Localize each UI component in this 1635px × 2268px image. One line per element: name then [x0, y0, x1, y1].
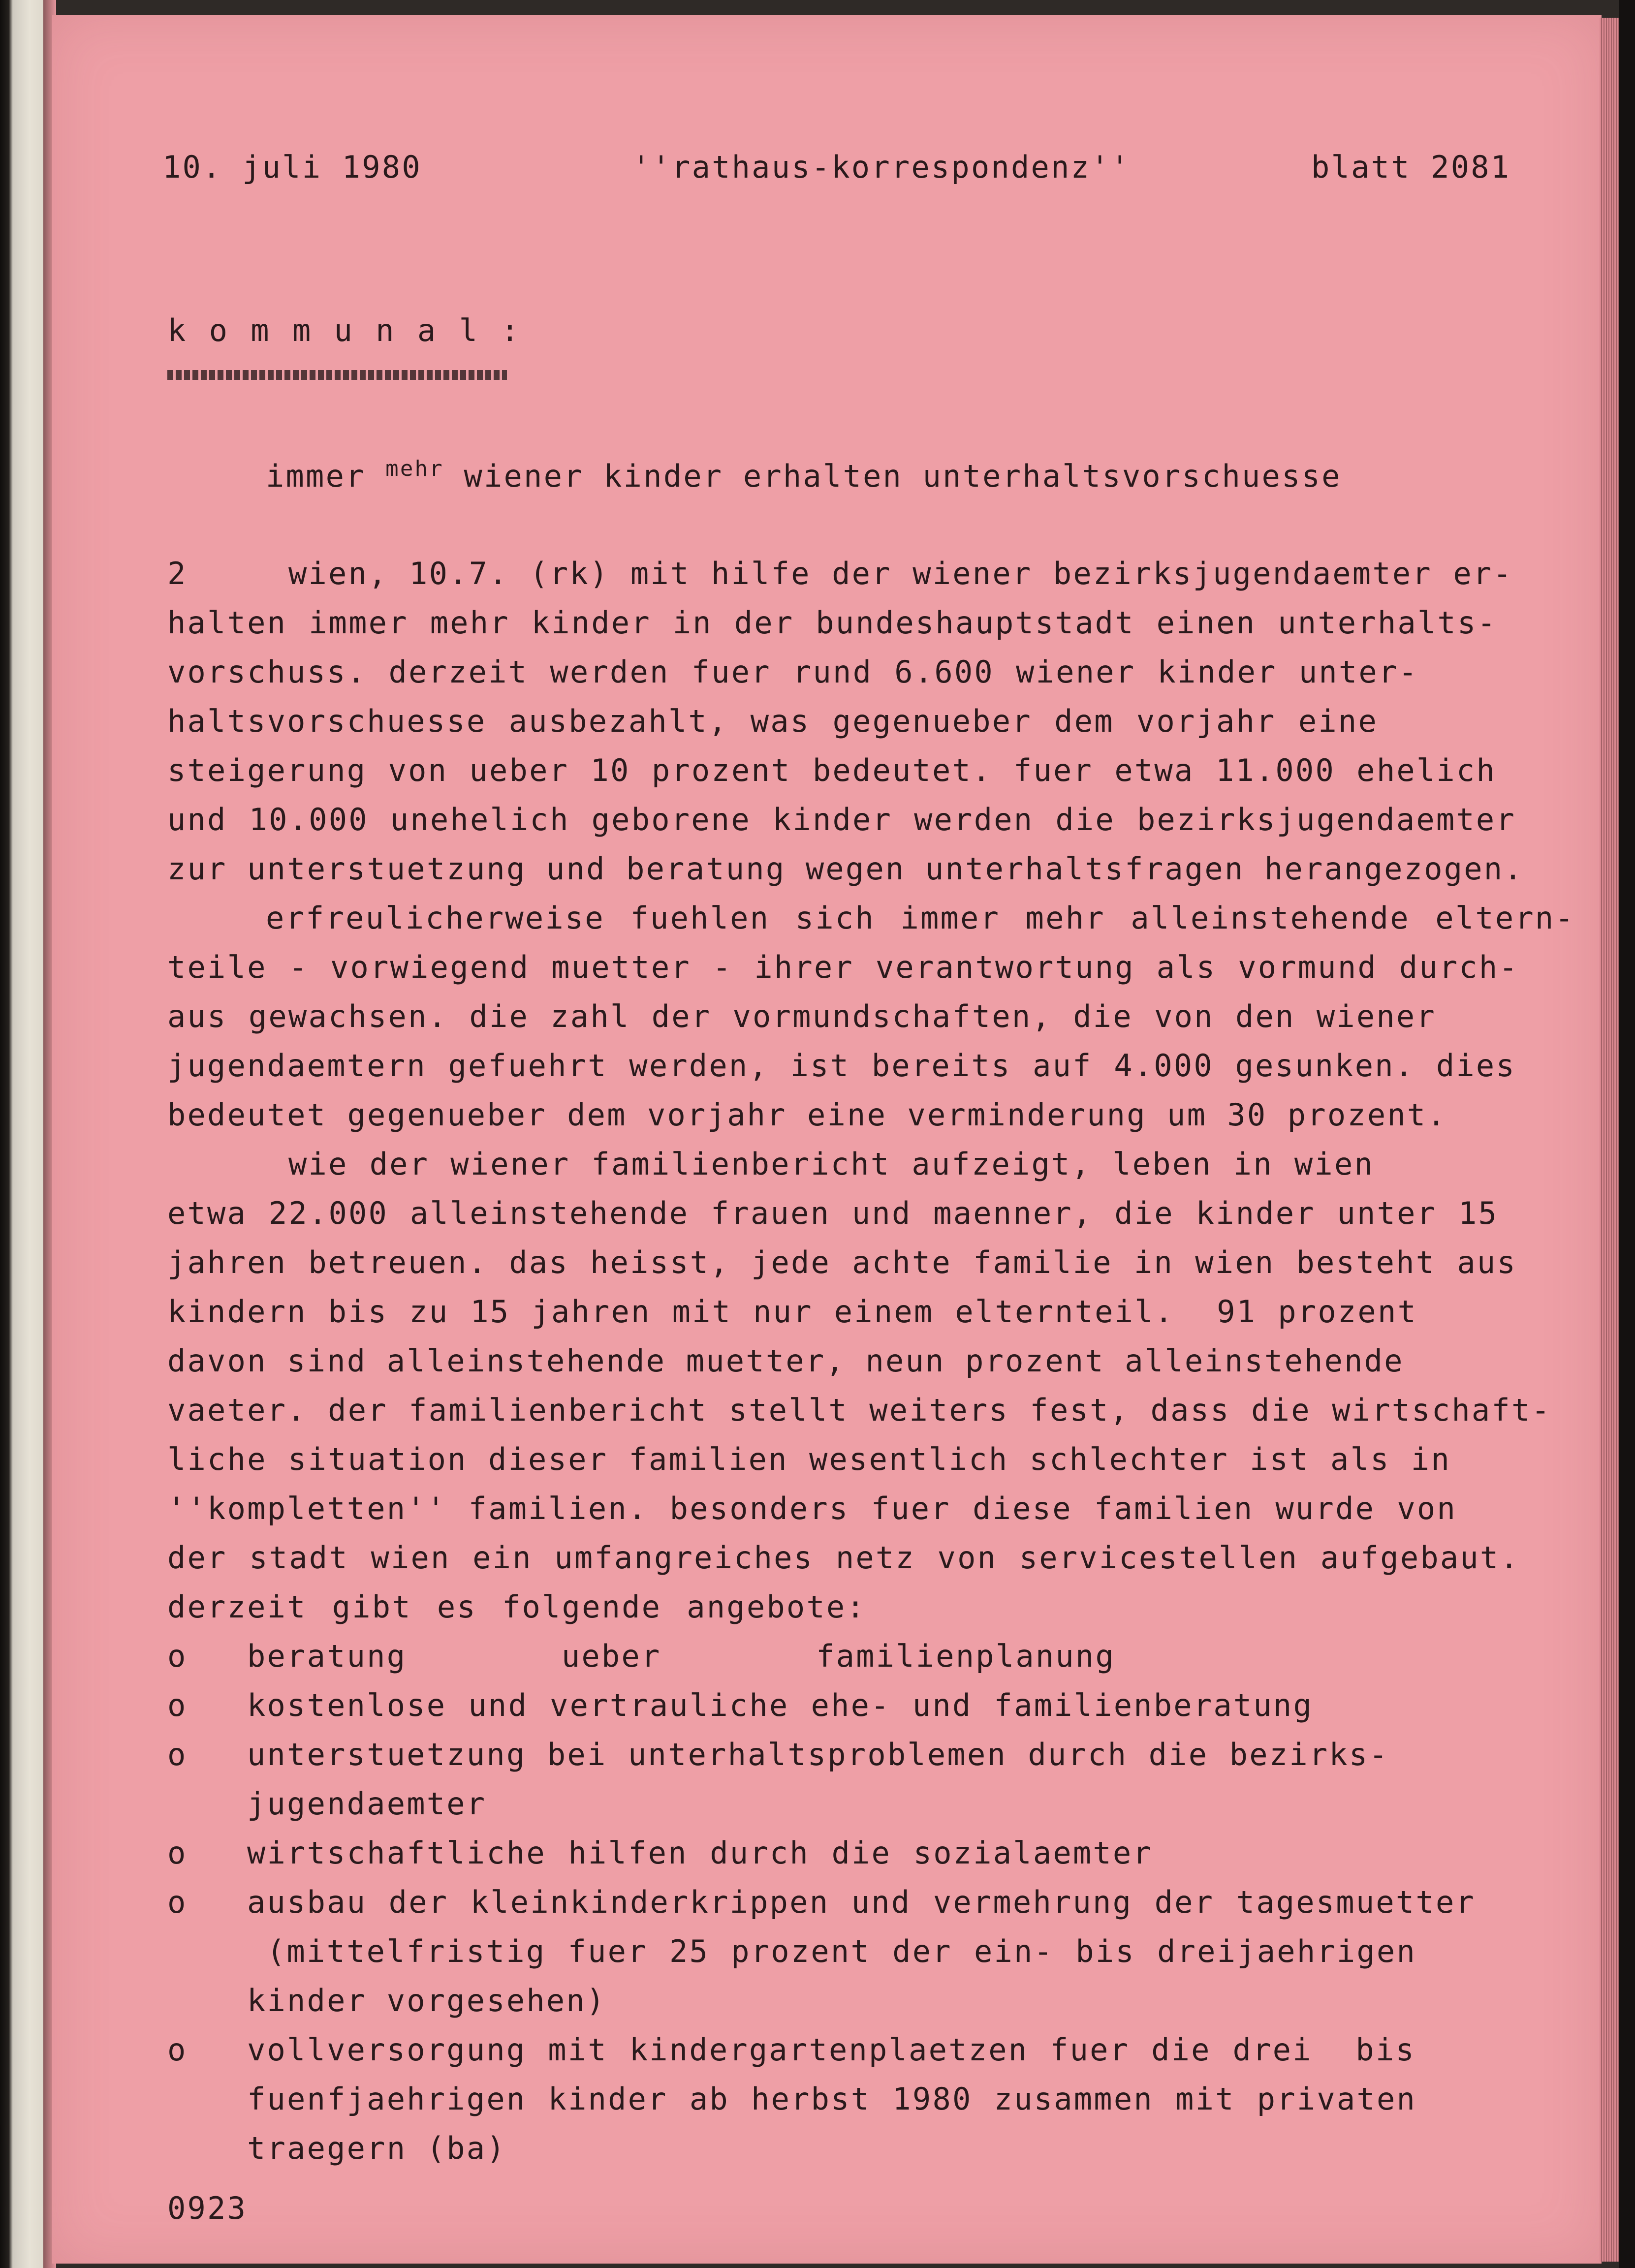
body-line: vaeter. der familienbericht stellt weiters fest, dass die wirtschaft- — [167, 1392, 1551, 1428]
list-item-continuation: (mittelfristig fuer 25 prozent der ein- bis dreijaehrigen — [267, 1933, 1416, 1969]
facing-page-edge — [0, 0, 45, 2268]
list-bullet: o — [167, 1638, 186, 1674]
list-item: wirtschaftliche hilfen durch die sozialaemter — [247, 1835, 1153, 1871]
body-line: erfreulicherweise fuehlen sich immer mehr alleinstehende eltern- — [266, 900, 1575, 936]
list-bullet: o — [167, 1737, 186, 1772]
list-item-continuation: fuenfjaehrigen kinder ab herbst 1980 zusammen mit privaten — [247, 2081, 1416, 2117]
body-line: jahren betreuen. das heisst, jede achte familie in wien besteht aus — [167, 1244, 1517, 1280]
section-double-rule — [167, 370, 507, 380]
list-item-continuation: traegern (ba) — [247, 2130, 506, 2166]
list-item: ausbau der kleinkinderkrippen und vermehrung der tagesmuetter — [247, 1884, 1476, 1920]
body-line: wien, 10.7. (rk) mit hilfe der wiener bezirksjugendaemter er- — [288, 556, 1513, 591]
header-sheet-number: blatt 2081 — [1311, 149, 1511, 185]
body-line: jugendaemtern gefuehrt werden, ist bereits auf 4.000 gesunken. dies — [167, 1048, 1516, 1084]
header-date: 10. juli 1980 — [162, 149, 422, 185]
item-number: 2 — [167, 556, 188, 591]
page-stack-edge — [1600, 18, 1619, 2262]
body-line: wie der wiener familienbericht aufzeigt, leben in wien — [288, 1146, 1374, 1182]
list-item: kostenlose und vertrauliche ehe- und familienberatung — [247, 1687, 1313, 1723]
press-release-sheet — [52, 15, 1602, 2264]
headline-superscript: mehr — [385, 456, 444, 481]
header-publication: ''rathaus-korrespondenz'' — [632, 149, 1131, 185]
list-bullet: o — [167, 1687, 186, 1723]
list-bullet: o — [167, 1835, 186, 1871]
body-line: haltsvorschuesse ausbezahlt, was gegenueber dem vorjahr eine — [167, 703, 1378, 739]
body-line: derzeit gibt es folgende angebote: — [167, 1589, 866, 1625]
article-headline — [266, 457, 1342, 499]
body-line: kindern bis zu 15 jahren mit nur einem elternteil. 91 prozent — [167, 1294, 1417, 1330]
list-item: vollversorgung mit kindergartenplaetzen fuer die drei bis — [247, 2032, 1415, 2068]
body-line: aus gewachsen. die zahl der vormundschaften, die von den wiener — [167, 998, 1436, 1034]
body-line: ''kompletten'' familien. besonders fuer diese familien wurde von — [167, 1491, 1457, 1526]
body-line: steigerung von ueber 10 prozent bedeutet. fuer etwa 11.000 ehelich — [167, 752, 1496, 788]
section-title: k o m m u n a l : — [167, 312, 522, 348]
scan-background — [1619, 0, 1635, 2268]
list-bullet: o — [167, 1884, 186, 1920]
body-line: vorschuss. derzeit werden fuer rund 6.600 wiener kinder unter- — [167, 654, 1418, 690]
list-item: unterstuetzung bei unterhaltsproblemen durch die bezirks- — [247, 1737, 1389, 1772]
body-line: und 10.000 unehelich geborene kinder werden die bezirksjugendaemter — [167, 802, 1516, 838]
body-line: der stadt wien ein umfangreiches netz von servicestellen aufgebaut. — [167, 1540, 1520, 1576]
body-line: bedeutet gegenueber dem vorjahr eine verminderung um 30 prozent. — [167, 1097, 1447, 1133]
body-line: davon sind alleinstehende muetter, neun prozent alleinstehende — [167, 1343, 1404, 1379]
body-line: liche situation dieser familien wesentlich schlechter ist als in — [167, 1441, 1451, 1477]
list-item-continuation: jugendaemter — [247, 1786, 487, 1822]
headline-part-1: immer — [266, 458, 366, 494]
body-line: zur unterstuetzung und beratung wegen unterhaltsfragen herangezogen. — [167, 851, 1524, 887]
list-bullet: o — [167, 2032, 186, 2068]
footer-code: 0923 — [167, 2190, 248, 2226]
list-item: beratung ueber familienplanung — [247, 1638, 1115, 1674]
body-line: teile - vorwiegend muetter - ihrer verantwortung als vormund durch- — [167, 949, 1519, 985]
body-line: etwa 22.000 alleinstehende frauen und maenner, die kinder unter 15 — [167, 1195, 1498, 1231]
body-line: halten immer mehr kinder in der bundeshauptstadt einen unterhalts- — [167, 605, 1497, 641]
headline-part-2: wiener kinder erhalten unterhaltsvorschuesse — [464, 458, 1342, 494]
list-item-continuation: kinder vorgesehen) — [247, 1983, 606, 2019]
